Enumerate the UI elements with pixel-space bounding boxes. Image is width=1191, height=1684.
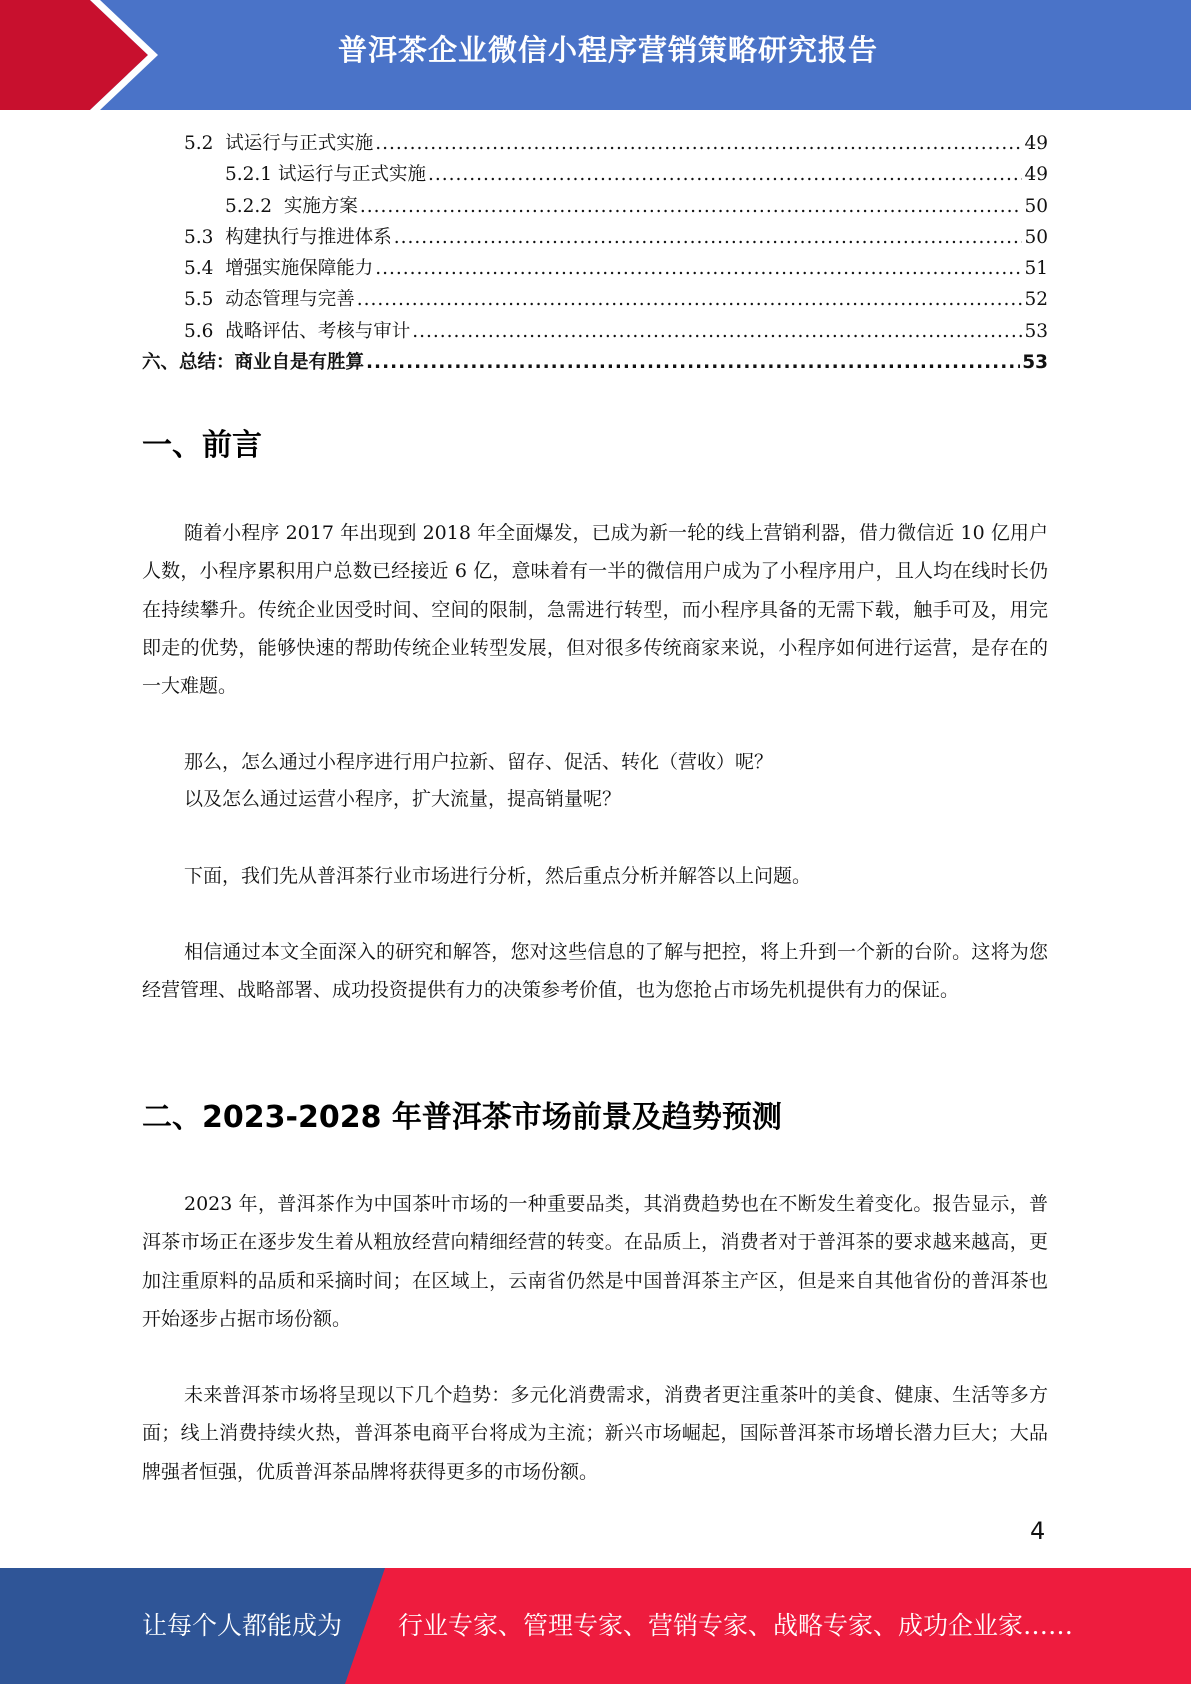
- section-heading: 二、2023-2028 年普洱茶市场前景及趋势预测: [142, 1100, 782, 1135]
- toc-page: 49: [1024, 164, 1048, 186]
- toc-leader: [412, 321, 1022, 342]
- toc-row[interactable]: [142, 160, 1048, 191]
- header-title: 普洱茶企业微信小程序营销策略研究报告: [337, 33, 878, 67]
- toc-row[interactable]: [142, 317, 1048, 348]
- toc-number: 5.3: [184, 226, 214, 248]
- paragraph: 未来普洱茶市场将呈现以下几个趋势：多元化消费需求，消费者更注重茶叶的美食、健康、生活等多方面；线上消费持续火热，普洱茶电商平台将成为主流；新兴市场崛起，国际普洱茶市场增长潜力巨大；大品牌强者恒强，优质普洱茶品牌将获得更多的市场份额。: [142, 1384, 1048, 1483]
- toc-row[interactable]: [142, 223, 1048, 254]
- toc-number: 5.2.2: [225, 195, 273, 217]
- toc-title: 试运行与正式实施: [225, 133, 374, 154]
- toc-page: 53: [1024, 320, 1048, 342]
- toc-row[interactable]: [142, 254, 1048, 285]
- toc-page: 53: [1022, 352, 1048, 374]
- toc-number: 5.2.1: [225, 164, 273, 186]
- toc-page: 51: [1024, 258, 1048, 280]
- toc-title: 动态管理与完善: [225, 289, 355, 311]
- toc-number: 5.5: [184, 289, 214, 311]
- toc-page: 50: [1024, 195, 1048, 217]
- toc-leader: [428, 164, 1022, 185]
- toc-leader: [357, 289, 1023, 310]
- toc-title: 战略评估、考核与审计: [225, 320, 411, 342]
- toc-row[interactable]: [142, 192, 1048, 223]
- toc-title: 试运行与正式实施: [277, 164, 426, 186]
- toc-number: 5.6: [184, 320, 214, 342]
- toc-leader: [394, 227, 1023, 248]
- toc-row[interactable]: [142, 285, 1048, 316]
- toc-number: 5.2: [184, 133, 214, 154]
- page-number: 4: [1030, 1517, 1046, 1545]
- table-of-contents: [142, 129, 1048, 379]
- paragraph: 随着小程序 2017 年出现到 2018 年全面爆发，已成为新一轮的线上营销利器，借力微信近 10 亿用户人数，小程序累积用户总数已经接近 6 亿，意味着有一半的微信用户成为了小程序用户，且人均在线时长仍在持续攀升。传统企业因受时间、空间的限制，急需进行转型，而小程序具备的无需下载，触手可及，用完即走的优势，能够快速的帮助传统企业转型发展，但对很多传统商家来说，小程序如何进行运营，是存在的一大难题。: [142, 522, 1048, 698]
- toc-leader: [375, 258, 1022, 279]
- toc-leader: [366, 352, 1020, 373]
- paragraph: 下面，我们先从普洱茶行业市场进行分析，然后重点分析并解答以上问题。: [184, 865, 812, 887]
- question-line: 那么，怎么通过小程序进行用户拉新、留存、促活、转化（营收）呢？: [184, 751, 774, 773]
- toc-row[interactable]: [142, 129, 1048, 160]
- toc-page: 52: [1024, 289, 1048, 311]
- toc-title: 实施方案: [283, 195, 358, 217]
- paragraph: 2023 年，普洱茶作为中国茶叶市场的一种重要品类，其消费趋势也在不断发生着变化。报告显示，普洱茶市场正在逐步发生着从粗放经营向精细经营的转变。在品质上，消费者对于普洱茶的要求越来越高，更加注重原料的品质和采摘时间；在区域上，云南省仍然是中国普洱茶主产区，但是来自其他省份的普洱茶也开始逐步占据市场份额。: [142, 1193, 1048, 1330]
- toc-page: 49: [1024, 133, 1048, 154]
- paragraph: 相信通过本文全面深入的研究和解答，您对这些信息的了解与把控，将上升到一个新的台阶。这将为您经营管理、战略部署、成功投资提供有力的决策参考价值，也为您抢占市场先机提供有力的保证。: [142, 941, 1048, 1002]
- toc-number: 5.4: [184, 258, 214, 280]
- toc-row[interactable]: [142, 348, 1048, 379]
- toc-leader: [360, 196, 1023, 217]
- toc-title: 构建执行与推进体系: [225, 226, 392, 248]
- question-line: 以及怎么通过运营小程序，扩大流量，提高销量呢？: [184, 788, 622, 810]
- toc-title: 增强实施保障能力: [225, 258, 374, 280]
- footer-slogan-left: 让每个人都能成为: [142, 1611, 343, 1640]
- section-heading: 一、前言: [142, 428, 262, 463]
- toc-leader: [375, 133, 1022, 154]
- page-footer: [0, 1568, 1191, 1684]
- footer-slogan-right: 行业专家、管理专家、营销专家、战略专家、成功企业家……: [398, 1611, 1074, 1640]
- toc-title: 六、总结：商业自是有胜算: [142, 352, 365, 374]
- page-header: [0, 0, 1191, 110]
- toc-page: 50: [1024, 226, 1048, 248]
